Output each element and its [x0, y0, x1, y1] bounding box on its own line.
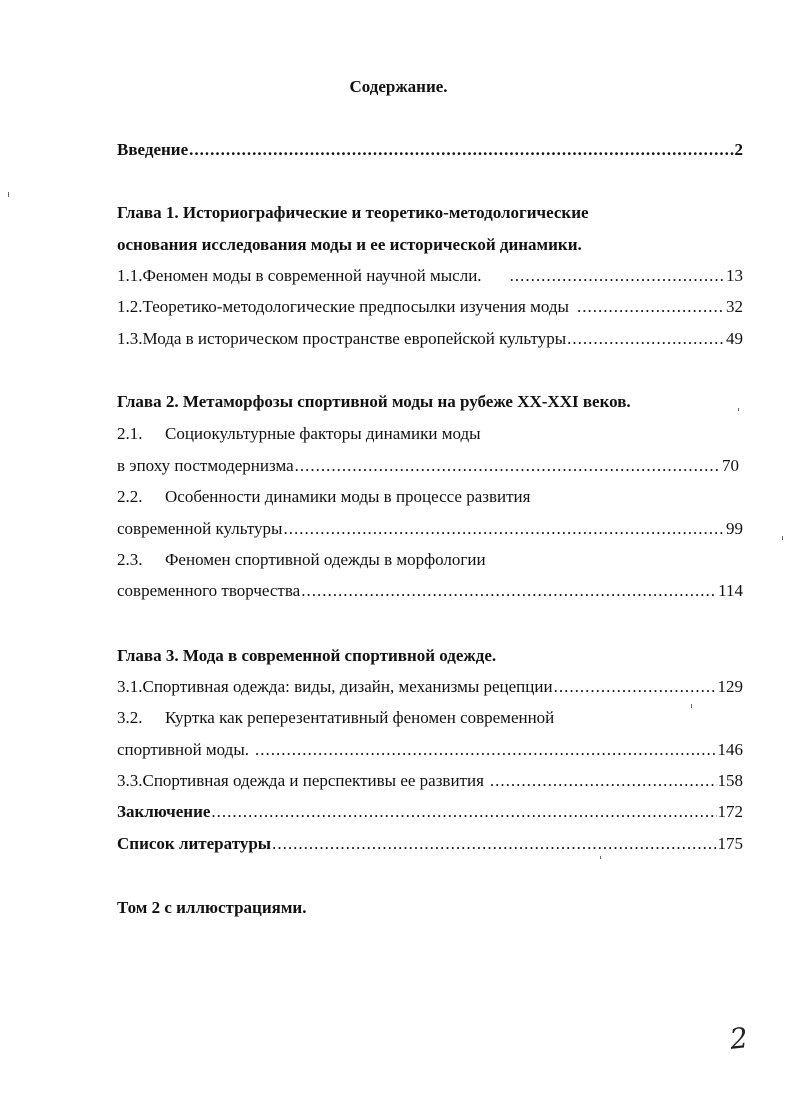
volume-2-note: Том 2 с иллюстрациями.: [117, 898, 307, 917]
toc-page: 13: [726, 266, 743, 285]
toc-page: 146: [717, 740, 743, 759]
toc-entry-2-2-line-1[interactable]: [117, 486, 530, 508]
leader-dots: [490, 770, 717, 792]
leader-dots: [211, 801, 716, 823]
toc-label: Мода в историческом пространстве европейской культуры: [142, 329, 567, 348]
leader-dots: [577, 296, 725, 318]
toc-label: Теоретико-методологические предпосылки изучения моды: [142, 297, 569, 316]
leader-dots: [554, 676, 717, 698]
toc-label: спортивной моды.: [117, 740, 250, 759]
scan-speck: [738, 408, 739, 411]
handwritten-page-number: 2: [728, 1021, 750, 1056]
toc-page: 99: [726, 519, 743, 538]
chapter-1-heading-line-2: основания исследования моды и ее исторической динамики.: [117, 235, 582, 254]
leader-dots: [301, 580, 717, 602]
toc-entry-2-2-line-2[interactable]: [117, 518, 743, 540]
toc-num: 1.1.: [117, 266, 143, 285]
toc-label: современной культуры: [117, 519, 283, 538]
toc-entry-bibliography[interactable]: [117, 833, 743, 855]
toc-entry-3-2-line-2[interactable]: [117, 739, 743, 761]
leader-dots: [295, 455, 721, 477]
toc-label: Список литературы: [117, 834, 272, 853]
leader-dots: [283, 518, 725, 540]
toc-label: Феномен моды в современной научной мысли.: [142, 266, 482, 285]
toc-entry-1-1[interactable]: [117, 265, 743, 287]
toc-label: Феномен спортивной одежды в морфологии: [165, 550, 486, 569]
toc-label: Спортивная одежда: виды, дизайн, механизмы рецепции: [142, 677, 553, 696]
toc-label: Заключение: [117, 802, 211, 821]
toc-page: 172: [717, 802, 743, 821]
toc-entry-2-1-line-1[interactable]: [117, 423, 481, 445]
toc-page: 129: [717, 677, 743, 696]
scan-speck: [8, 192, 9, 197]
toc-page: 49: [726, 329, 743, 348]
toc-entry-1-3[interactable]: [117, 328, 743, 350]
chapter-3-heading: Глава 3. Мода в современной спортивной одежде.: [117, 646, 497, 665]
leader-dots: [255, 739, 716, 761]
scan-speck: [691, 704, 692, 708]
toc-label: Спортивная одежда и перспективы ее развития: [142, 771, 484, 790]
toc-page: 175: [717, 834, 743, 853]
toc-entry-2-3-line-2[interactable]: [117, 580, 743, 602]
toc-page: 114: [718, 581, 743, 600]
chapter-2-heading: Глава 2. Метаморфозы спортивной моды на рубеже XX-XXI веков.: [117, 392, 631, 411]
toc-entry-3-3[interactable]: [117, 770, 743, 792]
toc-label: Куртка как реперезентативный феномен современной: [165, 708, 555, 727]
toc-num: 2.2.: [117, 487, 143, 506]
leader-dots: [272, 833, 716, 855]
toc-num: 1.3.: [117, 329, 143, 348]
toc-num: 3.2.: [117, 708, 143, 727]
toc-label: в эпоху постмодернизма: [117, 456, 294, 475]
scan-speck: [782, 536, 783, 540]
toc-page: 70: [722, 456, 739, 475]
toc-num: 3.1.: [117, 677, 143, 696]
toc-num: 3.3.: [117, 771, 143, 790]
chapter-1-heading-line-1: Глава 1. Историографические и теоретико-методологические: [117, 203, 589, 222]
toc-label: Социокультурные факторы динамики моды: [165, 424, 481, 443]
leader-dots: [189, 139, 733, 161]
toc-entry-2-3-line-1[interactable]: [117, 549, 486, 571]
toc-num: 1.2.: [117, 297, 143, 316]
scan-speck: [600, 856, 601, 859]
toc-label: Особенности динамики моды в процессе развития: [165, 487, 531, 506]
toc-entry-2-1-line-2[interactable]: [117, 455, 739, 477]
toc-label: Введение: [117, 140, 189, 159]
toc-num: 2.3.: [117, 550, 143, 569]
toc-page: 32: [726, 297, 743, 316]
leader-dots: [567, 328, 725, 350]
toc-entry-intro[interactable]: [117, 139, 743, 161]
toc-page: 2: [734, 140, 743, 159]
toc-title: Содержание.: [349, 77, 448, 96]
toc-entry-3-2-line-1[interactable]: [117, 707, 554, 729]
toc-entry-3-1[interactable]: [117, 676, 743, 698]
toc-label: современного творчества: [117, 581, 301, 600]
leader-dots: [510, 265, 725, 287]
toc-num: 2.1.: [117, 424, 143, 443]
toc-entry-1-2[interactable]: [117, 296, 743, 318]
toc-entry-conclusion[interactable]: [117, 801, 743, 823]
toc-page: 158: [717, 771, 743, 790]
